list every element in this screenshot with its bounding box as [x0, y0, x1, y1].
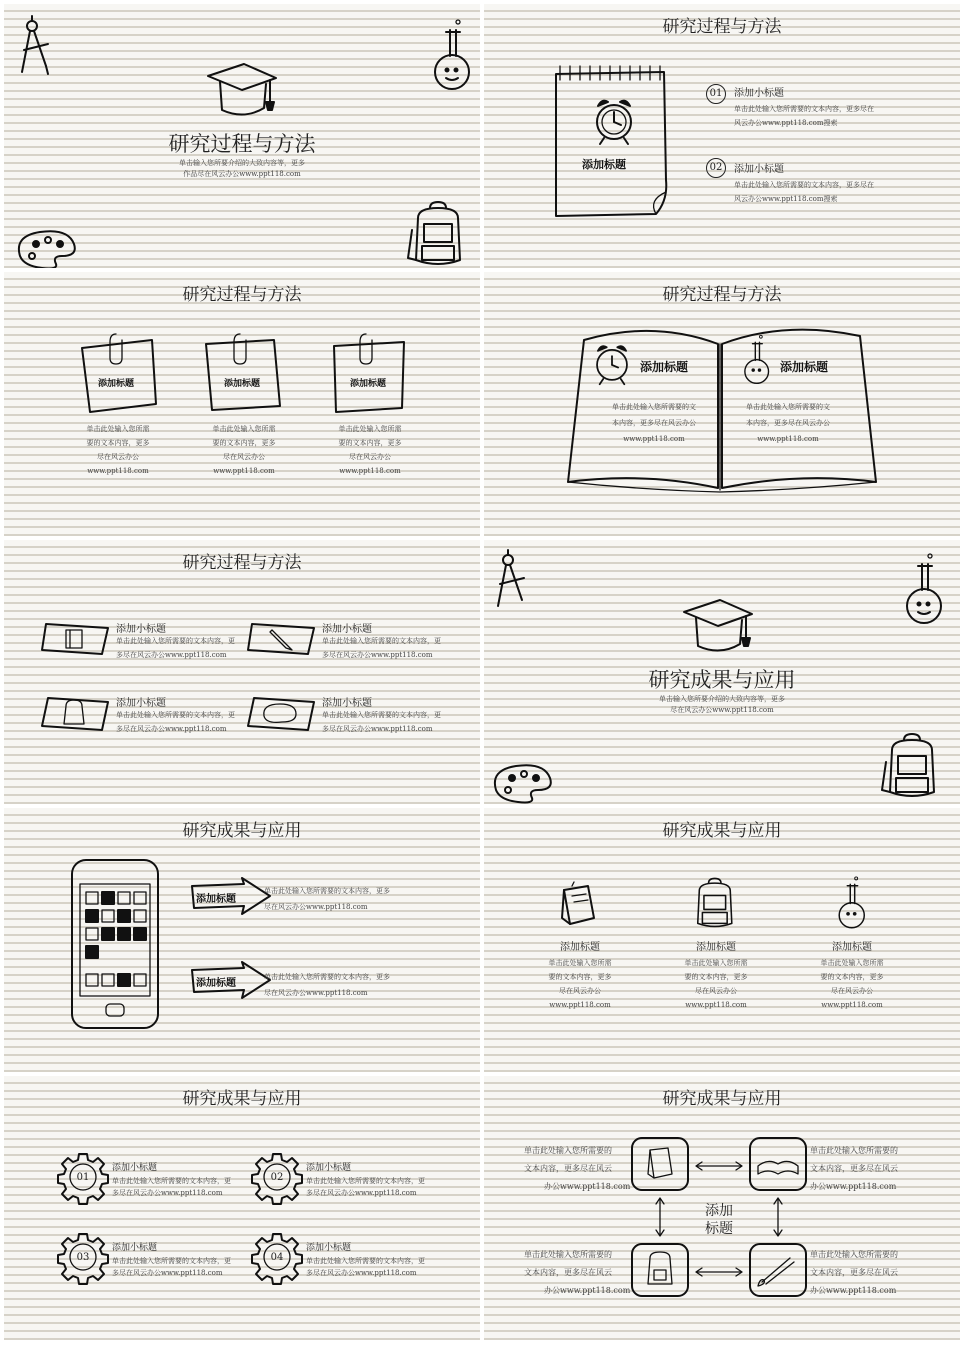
smartphone-icon: [68, 858, 162, 1030]
notebook-label: 添加标题: [582, 158, 626, 171]
compass-icon: [494, 548, 534, 612]
list-item-3-line-1: 单击此处输入您所需要的文本内容，更: [116, 711, 235, 719]
slide-9-title: 研究成果与应用: [182, 1089, 302, 1109]
col-2-line-1: 单击此处输入您所需: [684, 959, 748, 967]
block-1-line-1: 单击此处输入您所需要的: [524, 1146, 612, 1155]
gear-4-line-1: 单击此处输入您所需要的文本内容，更: [306, 1257, 425, 1265]
slide-3-notes[interactable]: [4, 272, 480, 536]
section-cover-desc-line-1: 单击输入您所要介绍的大致内容等，更多: [659, 695, 785, 703]
col-1-line-2: 要的文本内容，更多: [548, 973, 612, 981]
cover-desc-line-1: 单击输入您所要介绍的大致内容等，更多: [179, 159, 305, 167]
compass-icon: [18, 14, 58, 78]
note-card-1-icon: [80, 332, 160, 414]
note-2-line-3: 尽在风云办公: [223, 453, 265, 461]
note-card-3-icon: [330, 332, 410, 414]
note-1-label: 添加标题: [98, 379, 135, 389]
col-1-heading: 添加标题: [560, 942, 600, 953]
col-2-line-4: www.ppt118.com: [685, 1001, 747, 1009]
gear-2-line-2: 多尽在风云办公www.ppt118.com: [306, 1189, 417, 1197]
brush-tile-icon: [748, 1242, 808, 1298]
list-item-2-heading: 添加小标题: [322, 624, 372, 635]
list-item-3-heading: 添加小标题: [116, 698, 166, 709]
note-2-line-2: 要的文本内容，更多: [212, 439, 276, 447]
cover-title: 研究过程与方法: [168, 132, 316, 156]
block-4-line-1: 单击此处输入您所需要的: [810, 1250, 898, 1259]
list-item-1-line-2: 多尽在风云办公www.ppt118.com: [116, 651, 227, 659]
list-item-2-line-2: 多尽在风云办公www.ppt118.com: [322, 651, 433, 659]
block-2-line-2: 文本内容，更多尽在风云: [810, 1164, 898, 1173]
gear-3-line-1: 单击此处输入您所需要的文本内容，更: [112, 1257, 231, 1265]
book-right-heading: 添加标题: [780, 360, 829, 374]
book-icon: [558, 882, 598, 928]
block-1-line-3: 办公www.ppt118.com: [544, 1182, 631, 1191]
col-3-line-1: 单击此处输入您所需: [820, 959, 884, 967]
gear-2-number: 02: [270, 1172, 284, 1183]
backpack-icon: [690, 876, 738, 932]
block-2-line-1: 单击此处输入您所需要的: [810, 1146, 898, 1155]
note-1-line-4: www.ppt118.com: [87, 467, 149, 475]
alarm-clock-icon: [592, 342, 632, 386]
gear-1-heading: 添加小标题: [112, 1163, 158, 1173]
note-card-2-icon: [204, 332, 284, 414]
note-1-line-1: 单击此处输入您所需: [86, 425, 150, 433]
col-3-line-2: 要的文本内容，更多: [820, 973, 884, 981]
flask-icon: [900, 550, 946, 626]
open-book-tile-icon: [748, 1136, 808, 1192]
gear-4-line-2: 多尽在风云办公www.ppt118.com: [306, 1269, 417, 1277]
slide-2-title: 研究过程与方法: [662, 17, 782, 37]
item-1-line-2: 风云办公www.ppt118.com搜索: [734, 119, 838, 127]
gear-3-line-2: 多尽在风云办公www.ppt118.com: [112, 1269, 223, 1277]
book-card-icon: [40, 620, 110, 656]
gear-4-number: 04: [270, 1252, 284, 1263]
block-3-line-1: 单击此处输入您所需要的: [524, 1250, 612, 1259]
col-2-line-2: 要的文本内容，更多: [684, 973, 748, 981]
arrow-2-line-1: 单击此处输入您所需要的文本内容，更多: [264, 973, 390, 981]
slide-5-icon-list[interactable]: [4, 540, 480, 804]
alarm-clock-icon: [592, 96, 636, 146]
flask-icon: [428, 16, 474, 92]
palette-icon: [488, 760, 558, 804]
gear-1-line-1: 单击此处输入您所需要的文本内容，更: [112, 1177, 231, 1185]
gear-4-heading: 添加小标题: [306, 1243, 352, 1253]
note-2-label: 添加标题: [224, 379, 261, 389]
arrow-2-line-2: 尽在风云办公www.ppt118.com: [264, 989, 368, 997]
col-3-line-4: www.ppt118.com: [821, 1001, 883, 1009]
double-arrow-right-icon: [772, 1196, 784, 1238]
palette-card-icon: [246, 692, 316, 732]
slide-9-gears[interactable]: [4, 1076, 480, 1340]
list-item-1-heading: 添加小标题: [116, 624, 166, 635]
note-1-line-3: 尽在风云办公: [97, 453, 139, 461]
item-2-heading: 添加小标题: [734, 164, 784, 175]
flask-icon: [834, 874, 868, 930]
item-2-line-1: 单击此处输入您所需要的文本内容，更多尽在: [734, 181, 874, 189]
note-3-line-3: 尽在风云办公: [349, 453, 391, 461]
list-item-4-heading: 添加小标题: [322, 698, 372, 709]
note-3-label: 添加标题: [350, 379, 387, 389]
double-arrow-left-icon: [654, 1196, 666, 1238]
arrow-1-line-1: 单击此处输入您所需要的文本内容，更多: [264, 887, 390, 895]
slide-3-title: 研究过程与方法: [182, 285, 302, 305]
slide-2-notebook[interactable]: [484, 4, 960, 268]
arrow-2-label: 添加标题: [196, 978, 236, 989]
col-1-line-1: 单击此处输入您所需: [548, 959, 612, 967]
block-3-line-2: 文本内容，更多尽在风云: [524, 1268, 612, 1277]
cycle-center-line-1: 添加: [705, 1203, 733, 1219]
note-2-line-1: 单击此处输入您所需: [212, 425, 276, 433]
backpack-tile-icon: [630, 1242, 690, 1298]
book-right-line-3: www.ppt118.com: [757, 435, 819, 443]
backpack-icon: [406, 200, 468, 268]
graduation-cap-icon: [204, 60, 280, 122]
cycle-center-line-2: 标题: [705, 1221, 733, 1237]
arrow-1-label: 添加标题: [196, 894, 236, 905]
palette-icon: [12, 226, 82, 268]
note-1-line-2: 要的文本内容，更多: [86, 439, 150, 447]
book-left-line-1: 单击此处输入您所需要的文: [612, 403, 696, 411]
arrow-1-line-2: 尽在风云办公www.ppt118.com: [264, 903, 368, 911]
gear-1-line-2: 多尽在风云办公www.ppt118.com: [112, 1189, 223, 1197]
backpack-card-icon: [40, 692, 110, 732]
graduation-cap-icon: [680, 596, 756, 658]
slide-4-open-book[interactable]: [484, 272, 960, 536]
col-3-heading: 添加标题: [832, 942, 872, 953]
item-number-01: 01: [706, 84, 726, 104]
slide-10-cycle[interactable]: [484, 1076, 960, 1340]
note-3-line-1: 单击此处输入您所需: [338, 425, 402, 433]
item-1-heading: 添加小标题: [734, 88, 784, 99]
double-arrow-bottom-icon: [694, 1266, 744, 1278]
item-2-line-2: 风云办公www.ppt118.com搜索: [734, 195, 838, 203]
block-4-line-3: 办公www.ppt118.com: [810, 1286, 897, 1295]
col-2-heading: 添加标题: [696, 942, 736, 953]
gear-1-number: 01: [76, 1172, 90, 1183]
item-1-line-1: 单击此处输入您所需要的文本内容，更多尽在: [734, 105, 874, 113]
section-cover-desc-line-2: 尽在风云办公www.ppt118.com: [670, 706, 774, 714]
note-3-line-4: www.ppt118.com: [339, 467, 401, 475]
book-right-line-1: 单击此处输入您所需要的文: [746, 403, 830, 411]
gear-2-line-1: 单击此处输入您所需要的文本内容，更: [306, 1177, 425, 1185]
slide-4-title: 研究过程与方法: [662, 285, 782, 305]
block-2-line-3: 办公www.ppt118.com: [810, 1182, 897, 1191]
gear-3-number: 03: [76, 1252, 90, 1263]
list-item-1-line-1: 单击此处输入您所需要的文本内容，更: [116, 637, 235, 645]
col-1-line-3: 尽在风云办公: [559, 987, 601, 995]
block-3-line-3: 办公www.ppt118.com: [544, 1286, 631, 1295]
note-3-line-2: 要的文本内容，更多: [338, 439, 402, 447]
block-1-line-2: 文本内容，更多尽在风云: [524, 1164, 612, 1173]
book-tile-icon: [630, 1136, 690, 1192]
list-item-2-line-1: 单击此处输入您所需要的文本内容，更: [322, 637, 441, 645]
book-right-line-2: 本内容，更多尽在风云办公: [746, 419, 830, 427]
book-left-line-3: www.ppt118.com: [623, 435, 685, 443]
section-cover-title: 研究成果与应用: [648, 668, 796, 692]
slide-7-title: 研究成果与应用: [182, 821, 302, 841]
col-2-line-3: 尽在风云办公: [695, 987, 737, 995]
slide-5-title: 研究过程与方法: [182, 553, 302, 573]
pencil-card-icon: [246, 620, 316, 656]
col-1-line-4: www.ppt118.com: [549, 1001, 611, 1009]
col-3-line-3: 尽在风云办公: [831, 987, 873, 995]
list-item-3-line-2: 多尽在风云办公www.ppt118.com: [116, 725, 227, 733]
list-item-4-line-1: 单击此处输入您所需要的文本内容，更: [322, 711, 441, 719]
book-left-heading: 添加标题: [640, 360, 689, 374]
note-2-line-4: www.ppt118.com: [213, 467, 275, 475]
item-number-02: 02: [706, 158, 726, 178]
block-4-line-2: 文本内容，更多尽在风云: [810, 1268, 898, 1277]
slide-6-section-cover[interactable]: [484, 540, 960, 804]
gear-3-heading: 添加小标题: [112, 1243, 158, 1253]
double-arrow-top-icon: [694, 1160, 744, 1172]
flask-icon: [740, 332, 772, 386]
cover-desc-line-2: 作品尽在风云办公www.ppt118.com: [183, 170, 301, 178]
slide-10-title: 研究成果与应用: [662, 1089, 782, 1109]
list-item-4-line-2: 多尽在风云办公www.ppt118.com: [322, 725, 433, 733]
book-left-line-2: 本内容，更多尽在风云办公: [612, 419, 696, 427]
slide-1-cover[interactable]: [4, 4, 480, 268]
backpack-icon: [880, 732, 942, 802]
gear-2-heading: 添加小标题: [306, 1163, 352, 1173]
slide-7-phone[interactable]: [4, 808, 480, 1072]
slide-8-title: 研究成果与应用: [662, 821, 782, 841]
slide-8-three-columns[interactable]: [484, 808, 960, 1072]
